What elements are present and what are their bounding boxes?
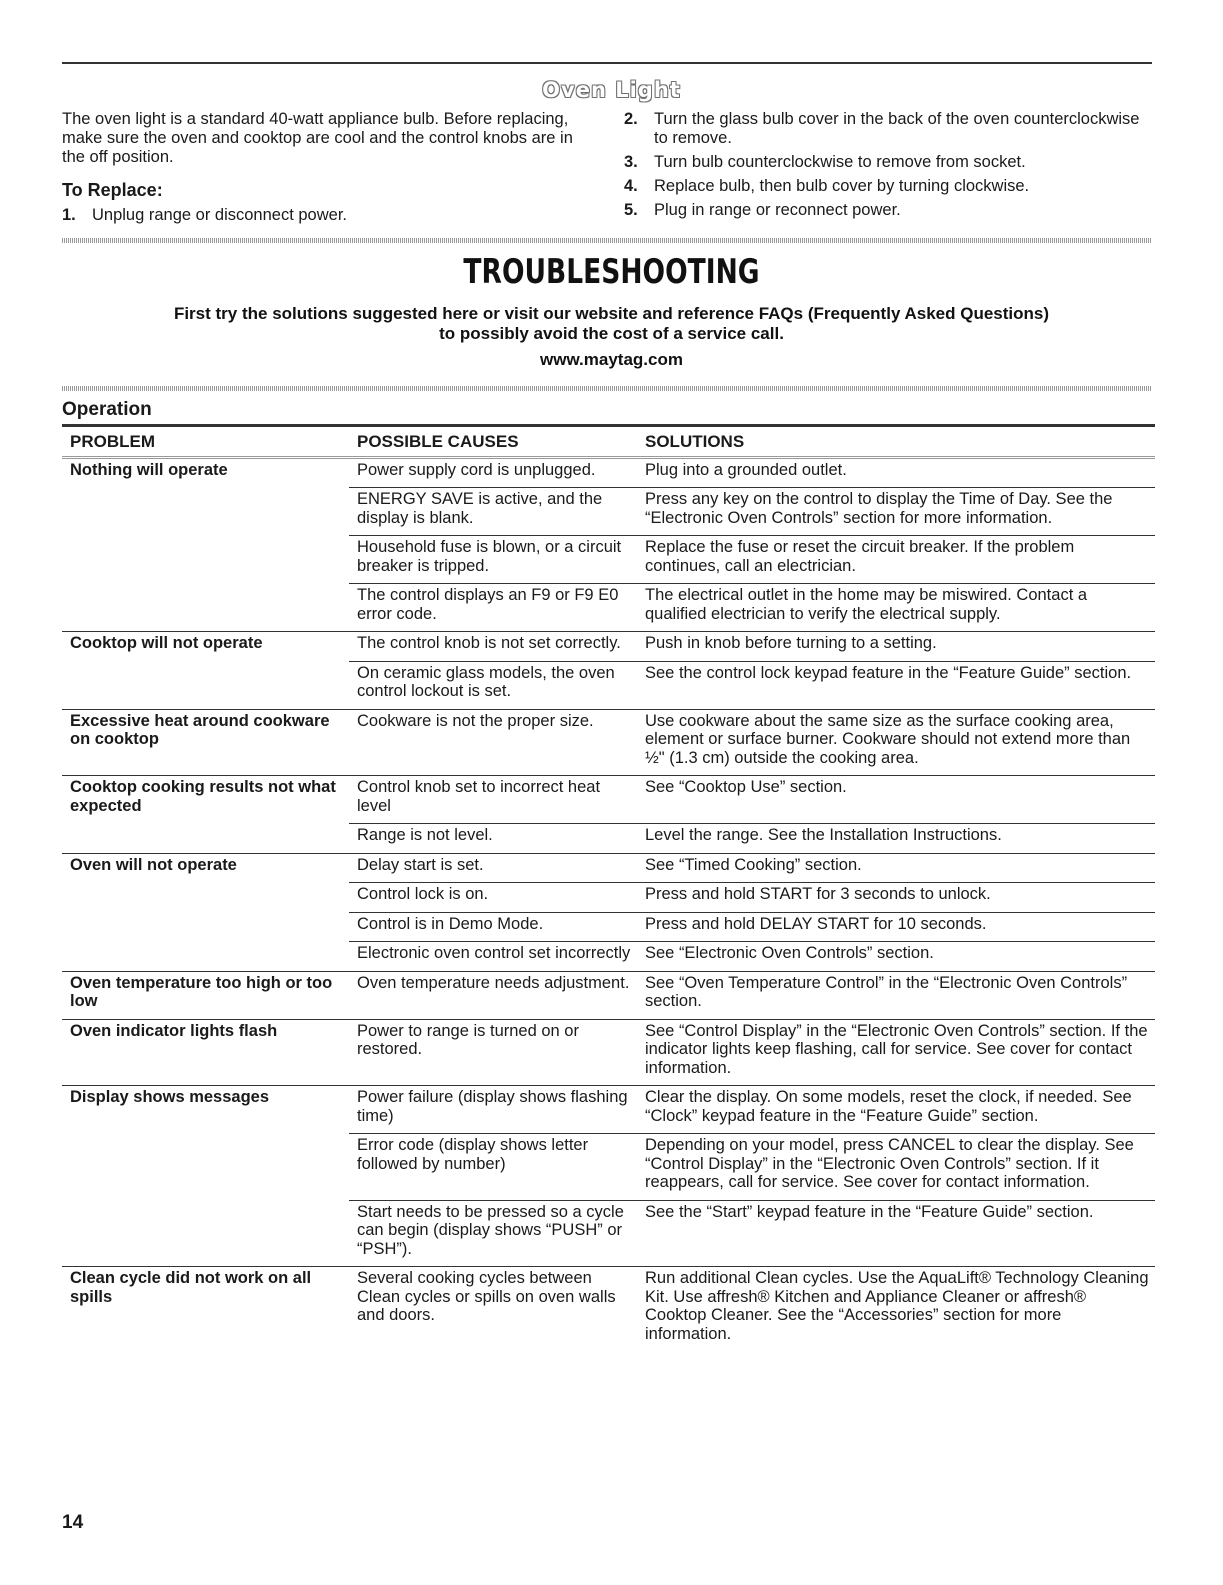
problem-cell: [62, 942, 349, 972]
step-5: [624, 201, 1144, 220]
problem-cell: Oven indicator lights flash: [62, 1019, 349, 1086]
website-link[interactable]: www.maytag.com: [540, 350, 683, 369]
table-row: [62, 632, 1155, 662]
table-row: [62, 709, 1155, 776]
table-row: [62, 488, 1155, 536]
problem-cell: [62, 488, 349, 536]
step-number: 4.: [624, 177, 638, 195]
step-text: Unplug range or disconnect power.: [92, 206, 347, 224]
oven-light-right-column: [624, 110, 1144, 225]
cause-cell: Power failure (display shows flashing time): [349, 1086, 637, 1134]
cause-cell: Power to range is turned on or restored.: [349, 1019, 637, 1086]
divider-hatch: [62, 386, 1152, 391]
cause-cell: Error code (display shows letter followed by number): [349, 1134, 637, 1201]
table-row: [62, 1267, 1155, 1352]
table-body: [62, 457, 1155, 1351]
problem-cell: Oven will not operate: [62, 853, 349, 883]
table-row: [62, 776, 1155, 824]
step-number: 3.: [624, 153, 638, 171]
table-row: [62, 584, 1155, 632]
cause-cell: Power supply cord is unplugged.: [349, 457, 637, 488]
problem-cell: Clean cycle did not work on all spills: [62, 1267, 349, 1352]
table-row: [62, 912, 1155, 942]
solution-cell: Level the range. See the Installation Instructions.: [637, 824, 1155, 854]
troubleshooting-title: TROUBLESHOOTING: [463, 252, 760, 292]
step-2: [624, 110, 1144, 148]
table-row: [62, 1134, 1155, 1201]
problem-cell: Display shows messages: [62, 1086, 349, 1134]
solution-cell: Press and hold START for 3 seconds to unlock.: [637, 883, 1155, 913]
problem-cell: [62, 661, 349, 709]
table-row: [62, 661, 1155, 709]
cause-cell: Range is not level.: [349, 824, 637, 854]
cause-cell: The control displays an F9 or F9 E0 error code.: [349, 584, 637, 632]
divider-hatch: [62, 238, 1152, 243]
problem-cell: [62, 1134, 349, 1201]
solution-cell: See the control lock keypad feature in the “Feature Guide” section.: [637, 661, 1155, 709]
problem-cell: [62, 883, 349, 913]
solution-cell: Clear the display. On some models, reset the clock, if needed. See “Clock” keypad feature in the “Feature Guide” section.: [637, 1086, 1155, 1134]
cause-cell: On ceramic glass models, the oven control lockout is set.: [349, 661, 637, 709]
cause-cell: Delay start is set.: [349, 853, 637, 883]
cause-cell: ENERGY SAVE is active, and the display is blank.: [349, 488, 637, 536]
oven-light-heading: Oven Light: [542, 78, 681, 102]
table-row: [62, 536, 1155, 584]
subtitle-line-1: First try the solutions suggested here or visit our website and reference FAQs (Frequently Asked Questions): [173, 304, 1050, 323]
step-text: Plug in range or reconnect power.: [654, 201, 901, 219]
table-row: [62, 971, 1155, 1019]
solution-cell: See “Oven Temperature Control” in the “Electronic Oven Controls” section.: [637, 971, 1155, 1019]
cause-cell: Control lock is on.: [349, 883, 637, 913]
solution-cell: Use cookware about the same size as the surface cooking area, element or surface burner. Cookware should not extend more than ½" (1.3 cm) outside the cooking area.: [637, 709, 1155, 776]
cause-cell: Start needs to be pressed so a cycle can begin (display shows “PUSH” or “PSH”).: [349, 1200, 637, 1267]
header-solutions: SOLUTIONS: [637, 426, 1155, 458]
solution-cell: The electrical outlet in the home may be miswired. Contact a qualified electrician to verify the electrical supply.: [637, 584, 1155, 632]
problem-cell: [62, 1200, 349, 1267]
troubleshooting-subtitle: [0, 304, 1223, 344]
step-1: [62, 206, 582, 225]
solution-cell: See “Timed Cooking” section.: [637, 853, 1155, 883]
problem-cell: [62, 536, 349, 584]
table-row: [62, 1200, 1155, 1267]
step-number: 5.: [624, 201, 638, 219]
solution-cell: Replace the fuse or reset the circuit breaker. If the problem continues, call an electrician.: [637, 536, 1155, 584]
top-rule: [62, 62, 1152, 64]
step-text: Turn bulb counterclockwise to remove from socket.: [654, 153, 1026, 171]
solution-cell: Depending on your model, press CANCEL to clear the display. See “Control Display” in the “Electronic Oven Controls” section. If it reappears, call for service. See cover for contact information.: [637, 1134, 1155, 1201]
troubleshooting-table: [62, 424, 1155, 1351]
solution-cell: See “Cooktop Use” section.: [637, 776, 1155, 824]
step-3: [624, 153, 1144, 172]
to-replace-heading: To Replace:: [62, 180, 163, 200]
header-possible-causes: POSSIBLE CAUSES: [349, 426, 637, 458]
cause-cell: Oven temperature needs adjustment.: [349, 971, 637, 1019]
table-header-row: [62, 426, 1155, 458]
table-row: [62, 942, 1155, 972]
table-row: [62, 883, 1155, 913]
solution-cell: Press and hold DELAY START for 10 seconds.: [637, 912, 1155, 942]
step-number: 1.: [62, 206, 76, 224]
table-row: [62, 457, 1155, 488]
problem-cell: Oven temperature too high or too low: [62, 971, 349, 1019]
problem-cell: Nothing will operate: [62, 457, 349, 488]
step-number: 2.: [624, 110, 638, 128]
cause-cell: Several cooking cycles between Clean cycles or spills on oven walls and doors.: [349, 1267, 637, 1352]
cause-cell: The control knob is not set correctly.: [349, 632, 637, 662]
solution-cell: Press any key on the control to display the Time of Day. See the “Electronic Oven Controls” section for more information.: [637, 488, 1155, 536]
problem-cell: [62, 584, 349, 632]
solution-cell: Push in knob before turning to a setting.: [637, 632, 1155, 662]
oven-light-intro: The oven light is a standard 40-watt appliance bulb. Before replacing, make sure the oven and cooktop are cool and the control knobs are in the off position.: [62, 110, 573, 166]
problem-cell: Cooktop will not operate: [62, 632, 349, 662]
problem-cell: Cooktop cooking results not what expected: [62, 776, 349, 824]
cause-cell: Electronic oven control set incorrectly: [349, 942, 637, 972]
cause-cell: Household fuse is blown, or a circuit breaker is tripped.: [349, 536, 637, 584]
section-heading-operation: Operation: [62, 399, 152, 420]
oven-light-left-column: [62, 110, 582, 230]
table-row: [62, 1086, 1155, 1134]
subtitle-line-2: to possibly avoid the cost of a service call.: [439, 324, 784, 343]
solution-cell: Run additional Clean cycles. Use the AquaLift® Technology Cleaning Kit. Use affresh® Kitchen and Appliance Cleaner or affresh® Cooktop Cleaner. See the “Accessories” section for more information.: [637, 1267, 1155, 1352]
header-problem: PROBLEM: [62, 426, 349, 458]
solution-cell: See the “Start” keypad feature in the “Feature Guide” section.: [637, 1200, 1155, 1267]
table-row: [62, 1019, 1155, 1086]
step-text: Replace bulb, then bulb cover by turning clockwise.: [654, 177, 1030, 195]
problem-cell: Excessive heat around cookware on cooktop: [62, 709, 349, 776]
solution-cell: Plug into a grounded outlet.: [637, 457, 1155, 488]
solution-cell: See “Control Display” in the “Electronic Oven Controls” section. If the indicator lights keep flashing, call for service. See cover for contact information.: [637, 1019, 1155, 1086]
step-text: Turn the glass bulb cover in the back of the oven counterclockwise to remove.: [654, 110, 1140, 147]
table-row: [62, 853, 1155, 883]
cause-cell: Control knob set to incorrect heat level: [349, 776, 637, 824]
step-4: [624, 177, 1144, 196]
cause-cell: Control is in Demo Mode.: [349, 912, 637, 942]
problem-cell: [62, 912, 349, 942]
solution-cell: See “Electronic Oven Controls” section.: [637, 942, 1155, 972]
table-row: [62, 824, 1155, 854]
cause-cell: Cookware is not the proper size.: [349, 709, 637, 776]
problem-cell: [62, 824, 349, 854]
page-number: 14: [62, 1512, 84, 1533]
